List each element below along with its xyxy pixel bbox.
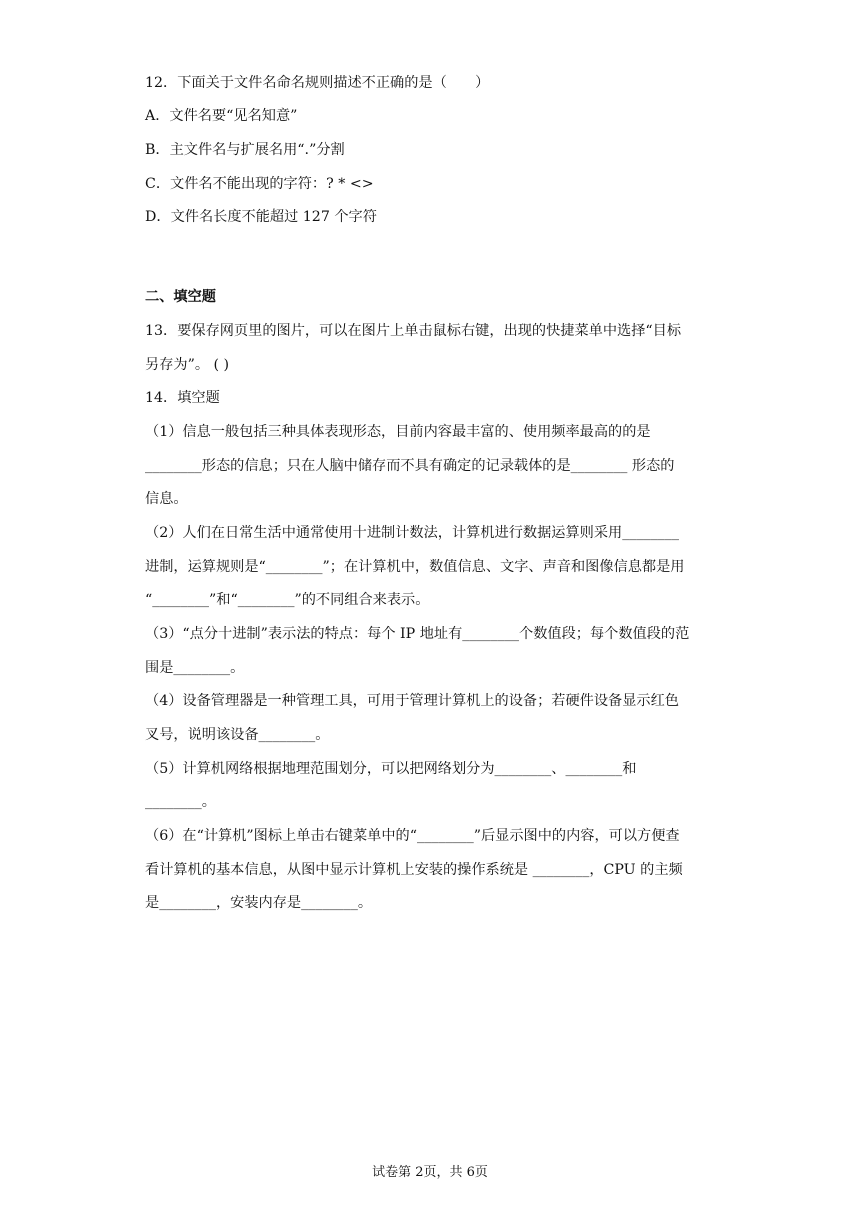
q14-line: （2）人们在日常生活中通常使用十进制计数法，计算机进行数据运算则采用________	[145, 525, 679, 541]
section-title: 二、填空题	[145, 289, 216, 305]
q12-option-d: D．文件名长度不能超过 127 个字符	[145, 209, 377, 225]
q14-line: 围是________。	[145, 660, 245, 676]
q12-option-b: B．主文件名与扩展名用“.”分割	[145, 142, 345, 158]
page-footer: 试卷第 2页，共 6页	[372, 1165, 488, 1180]
q14-line: （5）计算机网络根据地理范围划分，可以把网络划分为________、________和	[145, 761, 637, 777]
q14-line: （1）信息一般包括三种具体表现形态，目前内容最丰富的、使用频率最高的的是	[145, 424, 651, 440]
q14-line: （6）在“计算机”图标上单击右键菜单中的“________”后显示图中的内容，可以方便查	[145, 828, 680, 844]
q14-line: ________形态的信息；只在人脑中储存而不具有确定的记录载体的是________ 形态的	[145, 458, 675, 474]
q14-line: 看计算机的基本信息，从图中显示计算机上安装的操作系统是 ________，CPU 的主频	[145, 862, 683, 878]
q14-line: 叉号，说明该设备________。	[145, 727, 330, 743]
q14-line: （3）“点分十进制”表示法的特点：每个 IP 地址有________个数值段；每个数值段的范	[145, 626, 690, 642]
q12-option-c: C．文件名不能出现的字符：? * <>	[145, 176, 374, 192]
q13-line-1: 13．要保存网页里的图片，可以在图片上单击鼠标右键，出现的快捷菜单中选择“目标	[145, 323, 682, 339]
q12-stem: 12．下面关于文件名命名规则描述不正确的是（ ）	[145, 75, 490, 91]
q13-line-2: 另存为”。 ( )	[145, 357, 230, 373]
q12-option-a: A．文件名要“见名知意”	[145, 108, 298, 124]
q14-line: ________。	[145, 794, 216, 810]
q14-line: “________”和“________”的不同组合来表示。	[145, 592, 430, 608]
q14-line: （4）设备管理器是一种管理工具，可用于管理计算机上的设备；若硬件设备显示红色	[145, 693, 679, 709]
q14-line: 信息。	[145, 491, 188, 507]
q14-line: 进制，运算规则是“________”；在计算机中，数值信息、文字、声音和图像信息都是用	[145, 559, 685, 575]
q14-title: 14．填空题	[145, 390, 220, 406]
q14-line: 是________，安装内存是________。	[145, 895, 373, 911]
